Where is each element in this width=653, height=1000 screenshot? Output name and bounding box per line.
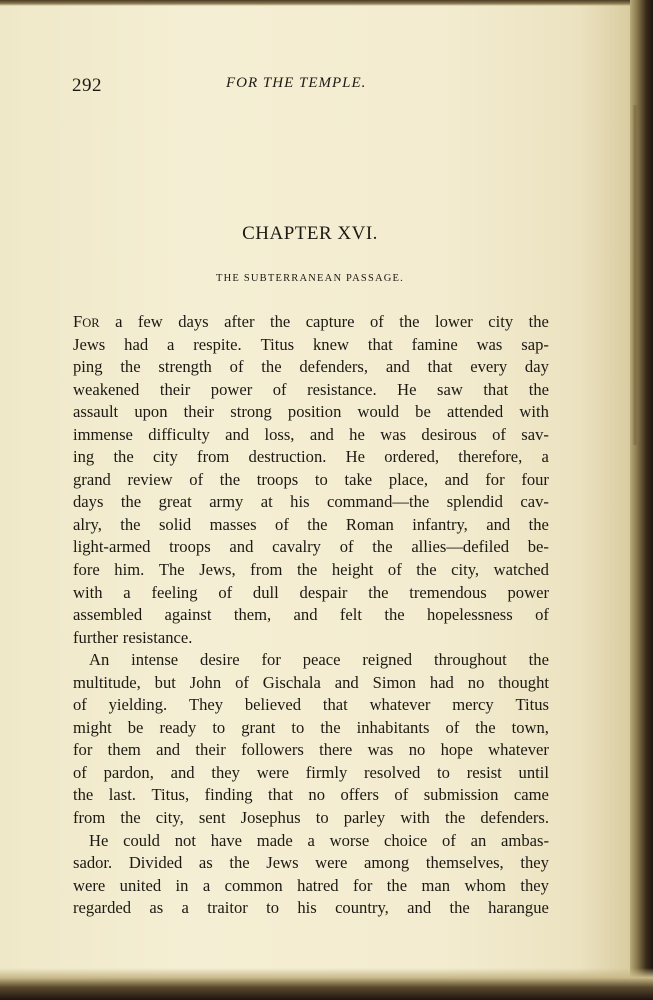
body-word: they bbox=[211, 762, 240, 782]
body-word: famine bbox=[411, 334, 458, 354]
body-word: despair bbox=[299, 582, 348, 602]
book-gutter-edge bbox=[630, 0, 653, 1000]
body-word: but bbox=[154, 672, 176, 692]
body-word: the bbox=[120, 357, 141, 377]
body-word: peace bbox=[302, 650, 341, 670]
body-word: submission bbox=[423, 785, 499, 805]
body-word: be bbox=[127, 717, 144, 737]
body-word: in bbox=[175, 875, 189, 895]
body-word: were bbox=[73, 875, 106, 895]
body-line bbox=[73, 807, 549, 830]
body-word: command—the bbox=[326, 492, 430, 512]
body-word: made bbox=[256, 830, 293, 850]
body-line bbox=[73, 491, 549, 514]
body-word: that bbox=[268, 785, 293, 805]
body-word: and bbox=[334, 672, 359, 692]
body-word: assault bbox=[73, 402, 119, 422]
body-word: the bbox=[528, 514, 549, 534]
body-word: thought bbox=[498, 672, 549, 692]
body-word: finding bbox=[204, 785, 253, 805]
body-word: Simon bbox=[372, 672, 416, 692]
body-word: the bbox=[384, 605, 405, 625]
body-line bbox=[73, 356, 549, 379]
body-word: to bbox=[212, 717, 226, 737]
body-word: capture bbox=[305, 312, 355, 331]
body-word: of bbox=[73, 695, 87, 715]
body-word: of bbox=[442, 830, 456, 850]
body-word: united bbox=[119, 875, 162, 895]
body-word: were bbox=[256, 762, 289, 782]
body-word: of bbox=[394, 785, 409, 805]
body-word: that bbox=[322, 695, 348, 715]
body-word: a bbox=[167, 334, 175, 354]
body-word: an bbox=[470, 830, 487, 850]
body-word: to bbox=[291, 717, 305, 737]
body-word: the bbox=[399, 312, 420, 331]
body-word: with bbox=[400, 808, 430, 828]
body-word: every bbox=[470, 357, 508, 377]
body-word: believed bbox=[244, 695, 302, 715]
body-word: them, bbox=[233, 605, 272, 625]
body-word: sap- bbox=[521, 334, 549, 354]
body-word: was bbox=[380, 424, 407, 444]
body-word: the bbox=[368, 582, 389, 602]
body-word: allies—defiled bbox=[411, 537, 509, 557]
body-word: at bbox=[260, 492, 273, 512]
body-line bbox=[73, 875, 549, 898]
body-line bbox=[73, 897, 549, 920]
body-word: that bbox=[367, 334, 393, 354]
body-word: weakened bbox=[73, 379, 140, 399]
body-word: was bbox=[476, 334, 503, 354]
body-word: felt bbox=[339, 605, 362, 625]
body-line bbox=[73, 559, 549, 582]
body-word: upon bbox=[134, 402, 168, 422]
body-word: of bbox=[369, 312, 384, 331]
body-word: not bbox=[174, 830, 196, 850]
body-word: place, bbox=[388, 469, 428, 489]
body-word: four bbox=[521, 469, 549, 489]
body-word: further bbox=[73, 627, 119, 647]
body-word: He bbox=[397, 379, 417, 399]
body-word: of bbox=[275, 514, 289, 534]
body-word: and bbox=[385, 357, 410, 377]
body-word: city, bbox=[451, 560, 480, 580]
body-word: height bbox=[331, 560, 374, 580]
body-line bbox=[73, 852, 549, 875]
page-bottom-shadow bbox=[0, 968, 653, 1000]
body-word: and bbox=[229, 537, 254, 557]
body-word: them bbox=[107, 740, 141, 760]
body-line bbox=[73, 424, 549, 447]
body-line bbox=[73, 694, 549, 717]
body-word: defenders, bbox=[299, 357, 369, 377]
body-word: He bbox=[345, 447, 365, 467]
body-word: hope bbox=[440, 740, 473, 760]
body-word: might bbox=[73, 717, 112, 737]
body-word: was bbox=[367, 740, 394, 760]
body-word: would bbox=[357, 402, 400, 422]
body-line bbox=[73, 446, 549, 469]
body-word: pardon, bbox=[103, 762, 154, 782]
body-word: sav- bbox=[521, 424, 549, 444]
body-word: had bbox=[124, 334, 149, 354]
body-word: a bbox=[202, 875, 211, 895]
body-word: offers bbox=[340, 785, 379, 805]
body-word: the bbox=[219, 469, 241, 489]
body-word: cav- bbox=[520, 492, 549, 512]
body-word: the bbox=[73, 785, 94, 805]
body-word: The bbox=[158, 560, 185, 580]
body-word: with bbox=[519, 402, 549, 422]
body-word: their bbox=[195, 740, 226, 760]
body-word: from bbox=[250, 560, 283, 580]
body-word: inhabitants bbox=[356, 717, 430, 737]
body-word: no bbox=[467, 672, 485, 692]
body-word: of bbox=[535, 605, 549, 625]
body-word: ing bbox=[73, 447, 95, 467]
body-word: for bbox=[485, 469, 505, 489]
body-word: day bbox=[524, 357, 549, 377]
body-word: harangue bbox=[488, 898, 549, 918]
body-word: saw bbox=[437, 379, 463, 399]
body-word: and bbox=[309, 424, 334, 444]
body-word: traitor bbox=[207, 898, 248, 918]
body-line bbox=[73, 739, 549, 762]
body-word: the bbox=[528, 312, 549, 331]
body-word: themselves, bbox=[425, 853, 504, 873]
body-line bbox=[73, 582, 549, 605]
body-word: the bbox=[449, 898, 470, 918]
body-word: ready bbox=[159, 717, 197, 737]
body-word: defenders. bbox=[480, 808, 549, 828]
body-word: whom bbox=[464, 875, 506, 895]
body-word: John bbox=[189, 672, 222, 692]
body-word: as bbox=[198, 853, 213, 873]
body-word: city, bbox=[155, 808, 184, 828]
body-word: resistance. bbox=[122, 627, 193, 647]
body-word: FOR bbox=[73, 312, 100, 331]
body-word: and bbox=[156, 740, 181, 760]
body-word: against bbox=[164, 605, 212, 625]
body-word: power bbox=[210, 379, 253, 399]
body-word: the bbox=[261, 357, 282, 377]
body-word: the bbox=[320, 717, 341, 737]
body-word: had bbox=[429, 672, 454, 692]
body-word: hopelessness bbox=[427, 605, 513, 625]
body-word: resistance. bbox=[307, 379, 377, 399]
chapter-subtitle: THE SUBTERRANEAN PASSAGE. bbox=[215, 273, 404, 284]
body-line bbox=[73, 334, 549, 357]
body-word: the bbox=[444, 808, 466, 828]
body-line bbox=[73, 311, 549, 334]
body-word: watched bbox=[493, 560, 549, 580]
body-word: of bbox=[235, 672, 249, 692]
body-word: splendid bbox=[446, 492, 503, 512]
body-word: sent bbox=[198, 808, 226, 828]
body-word: therefore, bbox=[458, 447, 523, 467]
body-word: parley bbox=[343, 808, 386, 828]
body-word: no bbox=[308, 785, 326, 805]
body-word: days bbox=[73, 492, 104, 512]
body-word: to bbox=[266, 898, 280, 918]
body-word: among bbox=[364, 853, 410, 873]
body-word: alry, bbox=[73, 514, 102, 534]
body-word: review bbox=[127, 469, 173, 489]
body-word: army bbox=[209, 492, 244, 512]
body-word: the bbox=[297, 560, 318, 580]
body-word: could bbox=[123, 830, 160, 850]
body-word: great bbox=[158, 492, 192, 512]
body-word: of bbox=[339, 537, 354, 557]
body-word: ambas- bbox=[501, 830, 549, 850]
body-word: they bbox=[520, 853, 549, 873]
body-word: last. bbox=[108, 785, 136, 805]
body-word: from bbox=[73, 808, 106, 828]
body-word: followers bbox=[241, 740, 304, 760]
body-word: Gischala bbox=[262, 672, 321, 692]
body-word: that bbox=[483, 379, 509, 399]
body-word: fore bbox=[73, 560, 100, 580]
body-line bbox=[73, 649, 549, 672]
body-word: a bbox=[123, 582, 131, 602]
body-word: power bbox=[507, 582, 549, 602]
body-word: They bbox=[188, 695, 224, 715]
body-word: ping bbox=[73, 357, 103, 377]
body-word: of bbox=[218, 582, 233, 602]
body-word: regarded bbox=[73, 898, 132, 918]
body-word: be- bbox=[527, 537, 549, 557]
body-word: troops bbox=[169, 537, 211, 557]
body-word: city bbox=[488, 312, 514, 331]
body-word: feeling bbox=[151, 582, 198, 602]
body-word: a bbox=[541, 447, 549, 467]
page-number: 292 bbox=[72, 75, 102, 96]
body-word: their bbox=[159, 379, 191, 399]
body-word: whatever bbox=[369, 695, 431, 715]
page-top-shadow bbox=[0, 0, 630, 6]
body-line bbox=[73, 469, 549, 492]
body-word: grant bbox=[241, 717, 276, 737]
body-word: and bbox=[444, 469, 469, 489]
body-word: difficulty bbox=[148, 424, 210, 444]
body-word: the bbox=[372, 537, 393, 557]
body-word: the bbox=[307, 514, 328, 534]
body-word: infantry, bbox=[412, 514, 468, 534]
body-word: the bbox=[120, 492, 142, 512]
body-word: Jews bbox=[266, 853, 299, 873]
body-word: lower bbox=[434, 312, 473, 331]
body-line bbox=[73, 604, 549, 627]
body-word: have bbox=[210, 830, 243, 850]
body-word: of bbox=[387, 560, 402, 580]
body-text bbox=[73, 311, 549, 920]
body-word: of bbox=[189, 469, 204, 489]
chapter-title: CHAPTER XVI. bbox=[242, 223, 378, 244]
body-word: that bbox=[427, 357, 453, 377]
body-word: the bbox=[113, 447, 134, 467]
body-word: to bbox=[314, 469, 328, 489]
body-word: and bbox=[486, 514, 511, 534]
body-word: grand bbox=[73, 469, 111, 489]
body-word: of bbox=[73, 762, 87, 782]
body-line bbox=[73, 830, 549, 853]
body-word: the bbox=[475, 717, 496, 737]
body-word: position bbox=[287, 402, 342, 422]
body-line bbox=[73, 672, 549, 695]
body-word: destruction. bbox=[248, 447, 327, 467]
body-line bbox=[73, 784, 549, 807]
body-word: light-armed bbox=[73, 537, 151, 557]
body-word: the bbox=[528, 650, 549, 670]
body-word: came bbox=[513, 785, 549, 805]
body-word: country, bbox=[335, 898, 389, 918]
body-word: be bbox=[415, 402, 431, 422]
body-word: city bbox=[152, 447, 178, 467]
body-word: Jews bbox=[73, 334, 106, 354]
body-line bbox=[73, 717, 549, 740]
body-word: after bbox=[224, 312, 255, 331]
body-word: the bbox=[528, 379, 549, 399]
body-word: for bbox=[73, 740, 93, 760]
body-word: Titus, bbox=[151, 785, 190, 805]
body-word: sador. bbox=[73, 853, 113, 873]
body-line bbox=[73, 379, 549, 402]
body-word: as bbox=[149, 898, 164, 918]
body-word: throughout bbox=[433, 650, 507, 670]
body-word: Divided bbox=[128, 853, 183, 873]
body-word: town, bbox=[511, 717, 549, 737]
body-word: a bbox=[307, 830, 315, 850]
body-word: were bbox=[315, 853, 348, 873]
body-word: Jews, bbox=[199, 560, 236, 580]
body-word: the bbox=[269, 312, 291, 331]
body-word: masses bbox=[209, 514, 257, 534]
body-word: worse bbox=[329, 830, 370, 850]
body-word: immense bbox=[73, 424, 133, 444]
body-word: of bbox=[492, 424, 506, 444]
body-word: few bbox=[137, 312, 163, 331]
body-word: troops bbox=[256, 469, 299, 489]
body-word: strong bbox=[230, 402, 272, 422]
body-word: respite. bbox=[193, 334, 242, 354]
body-word: tremendous bbox=[409, 582, 487, 602]
body-word: resolved bbox=[364, 762, 421, 782]
body-word: the bbox=[120, 808, 141, 828]
body-word: a bbox=[115, 312, 123, 331]
body-word: cavalry bbox=[272, 537, 321, 557]
body-line bbox=[73, 762, 549, 785]
running-header bbox=[0, 75, 630, 99]
body-word: of bbox=[272, 379, 287, 399]
body-word: no bbox=[408, 740, 426, 760]
body-word: knew bbox=[312, 334, 349, 354]
body-word: An bbox=[89, 650, 110, 670]
body-word: he bbox=[349, 424, 365, 444]
body-word: from bbox=[197, 447, 230, 467]
body-word: solid bbox=[158, 514, 192, 534]
body-word: for bbox=[353, 875, 373, 895]
body-word: common bbox=[224, 875, 283, 895]
body-line bbox=[73, 514, 549, 537]
body-word: of bbox=[445, 717, 460, 737]
body-word: to bbox=[315, 808, 329, 828]
body-word: a bbox=[181, 898, 189, 918]
body-word: desire bbox=[200, 650, 240, 670]
body-word: the bbox=[416, 560, 437, 580]
body-word: and bbox=[225, 424, 250, 444]
body-word: Roman bbox=[345, 514, 394, 534]
body-word: and bbox=[293, 605, 318, 625]
body-word: desirous bbox=[421, 424, 477, 444]
body-line bbox=[73, 536, 549, 559]
body-word: his bbox=[290, 492, 310, 512]
body-word: intense bbox=[131, 650, 179, 670]
body-word: assembled bbox=[73, 605, 143, 625]
body-word: the bbox=[229, 853, 250, 873]
body-word: whatever bbox=[488, 740, 549, 760]
body-word: mercy bbox=[452, 695, 494, 715]
body-word: Titus bbox=[515, 695, 549, 715]
body-word: attended bbox=[447, 402, 504, 422]
body-word: hatred bbox=[297, 875, 339, 895]
body-line bbox=[73, 401, 549, 424]
body-word: ordered, bbox=[384, 447, 440, 467]
body-word: yielding. bbox=[108, 695, 168, 715]
body-word: for bbox=[261, 650, 281, 670]
body-word: until bbox=[518, 762, 549, 782]
body-word: there bbox=[319, 740, 353, 760]
body-word: He bbox=[89, 830, 109, 850]
body-word: him. bbox=[114, 560, 145, 580]
body-line bbox=[73, 627, 549, 650]
body-word: resist bbox=[466, 762, 502, 782]
body-word: loss, bbox=[264, 424, 295, 444]
body-word: his bbox=[297, 898, 317, 918]
body-word: and bbox=[407, 898, 432, 918]
body-word: man bbox=[421, 875, 451, 895]
body-word: days bbox=[178, 312, 209, 331]
body-word: their bbox=[183, 402, 215, 422]
body-word: with bbox=[73, 582, 103, 602]
body-word: multitude, bbox=[73, 672, 141, 692]
body-word: take bbox=[344, 469, 373, 489]
body-word: they bbox=[520, 875, 549, 895]
body-word: to bbox=[437, 762, 450, 782]
body-word: and bbox=[170, 762, 195, 782]
body-word: strength bbox=[158, 357, 212, 377]
body-word: firmly bbox=[305, 762, 348, 782]
body-word: Titus bbox=[260, 334, 295, 354]
body-word: the bbox=[386, 875, 408, 895]
running-title: FOR THE TEMPLE. bbox=[226, 75, 367, 91]
body-word: of bbox=[229, 357, 244, 377]
body-word: reigned bbox=[362, 650, 413, 670]
body-word: Josephus bbox=[240, 808, 301, 828]
body-word: the bbox=[120, 514, 141, 534]
body-word: choice bbox=[383, 830, 428, 850]
body-word: dull bbox=[252, 582, 279, 602]
